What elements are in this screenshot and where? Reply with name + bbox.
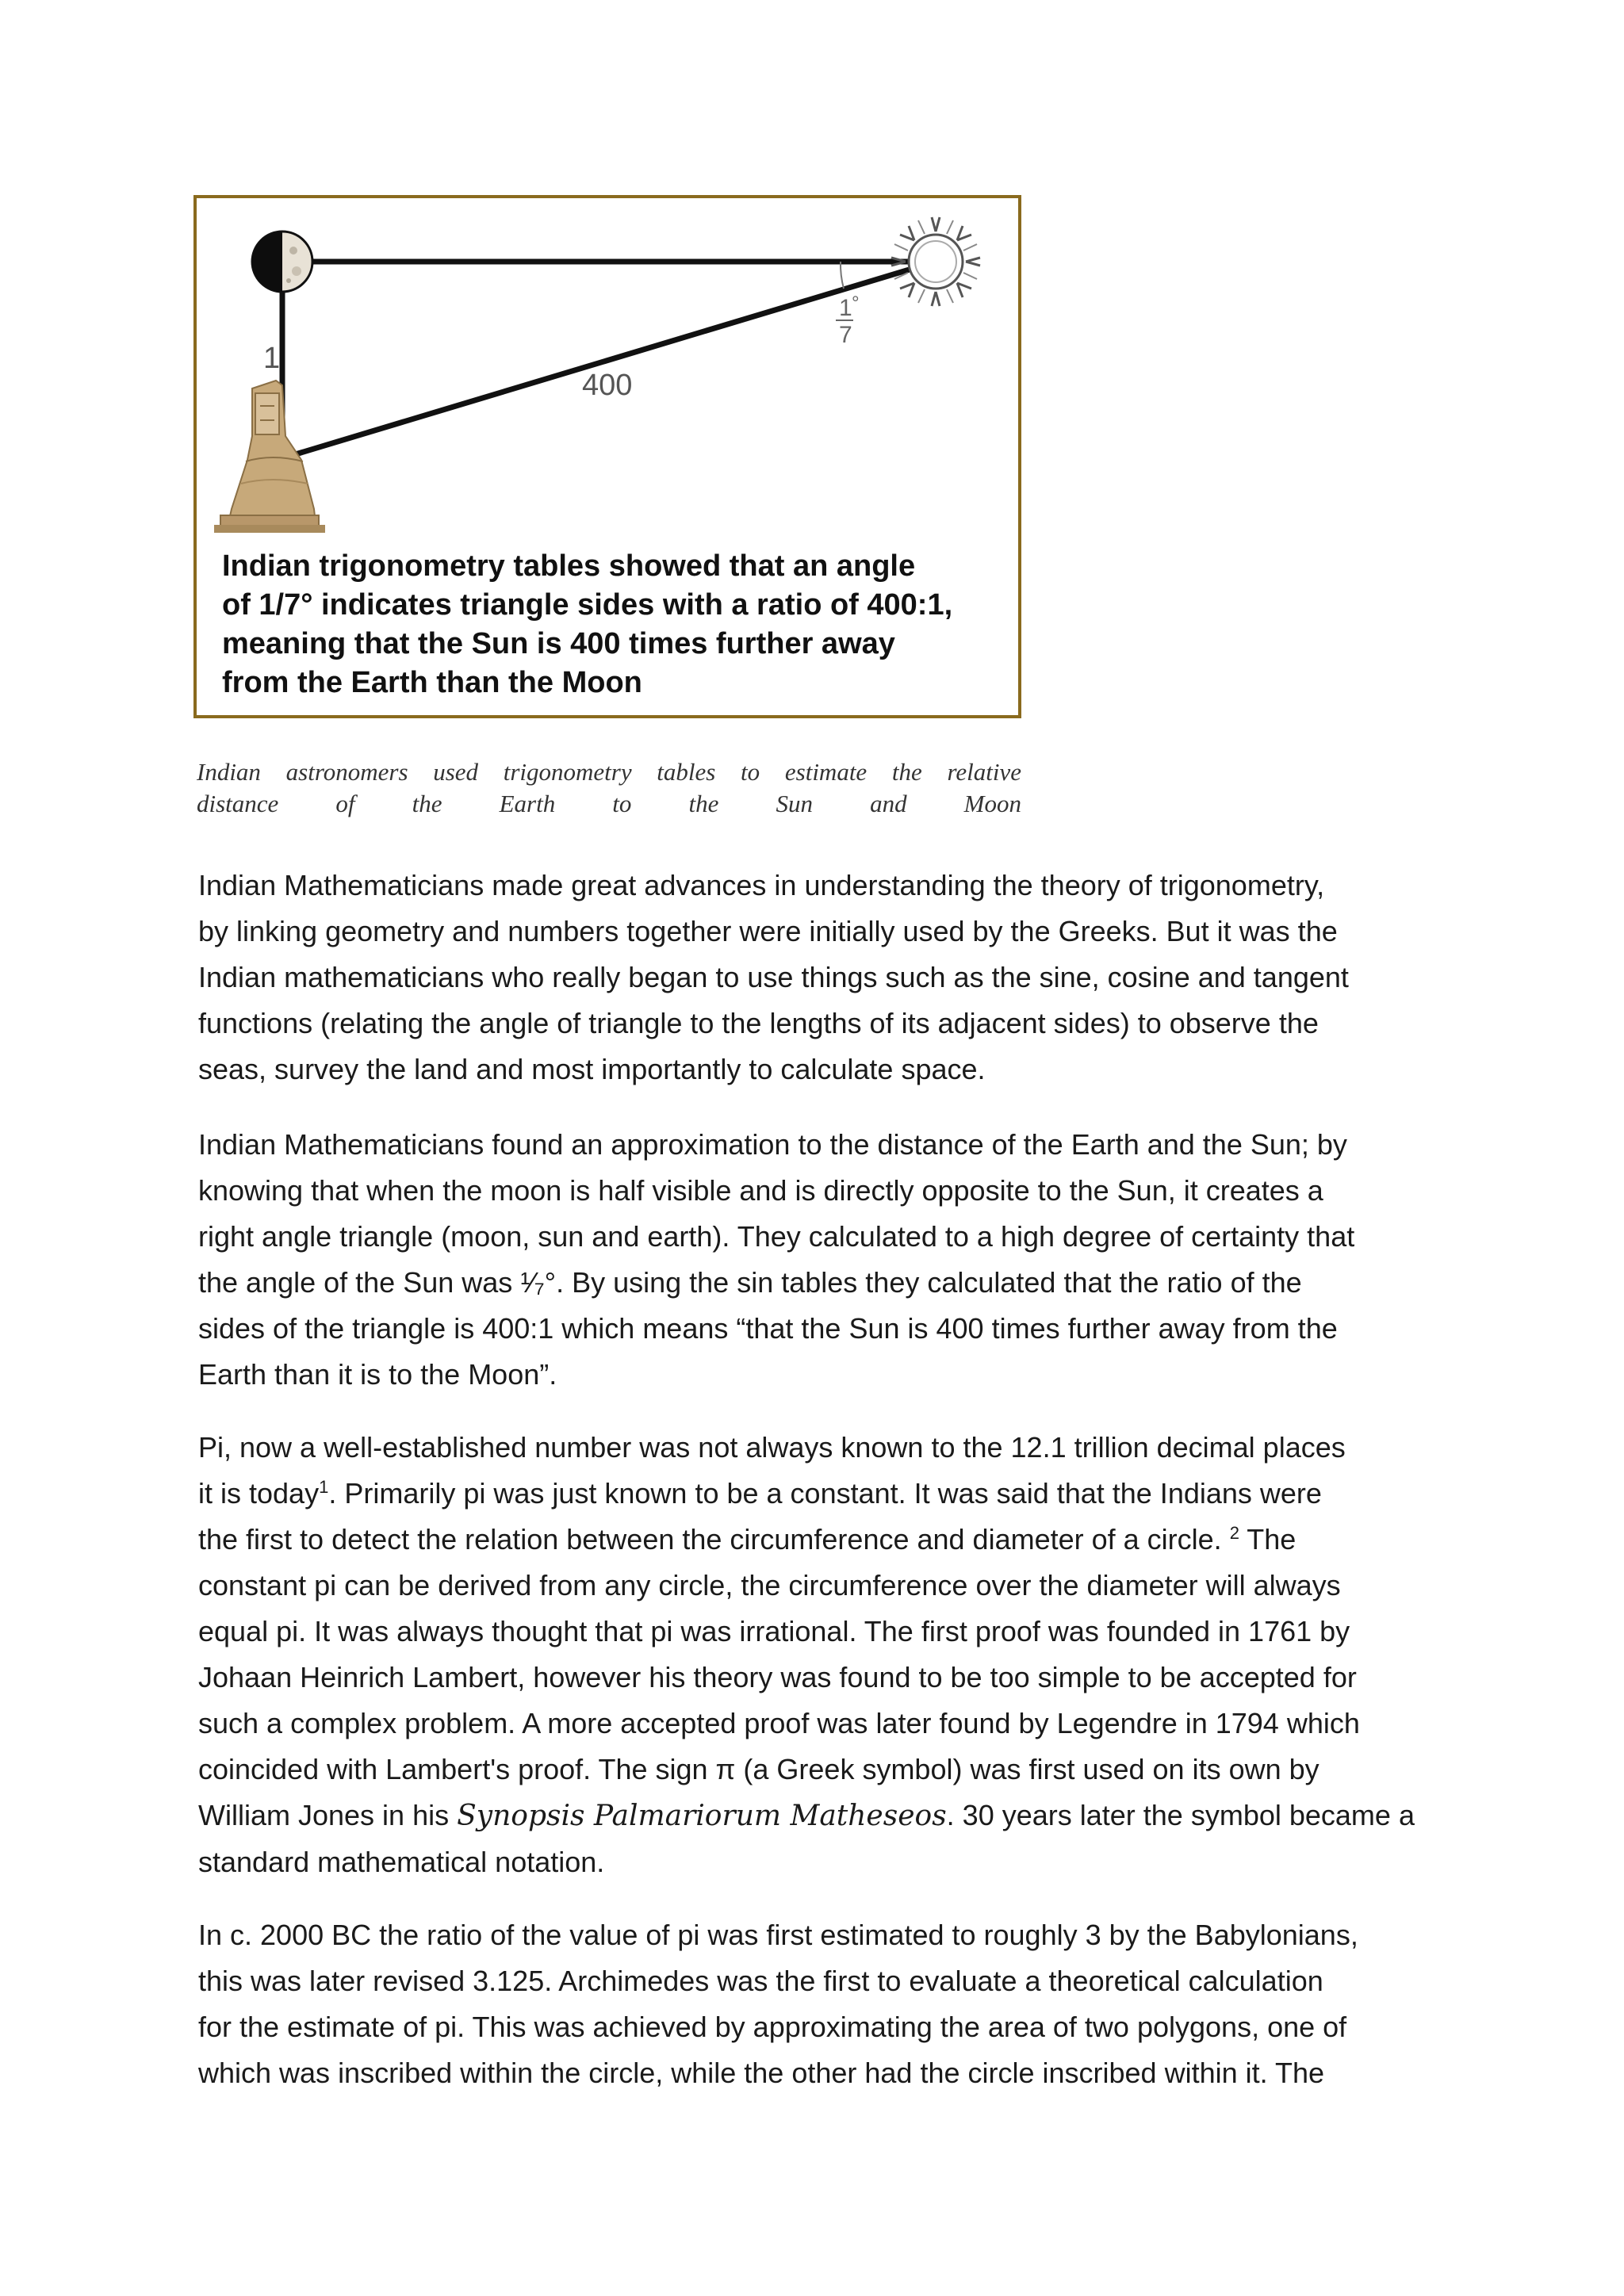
text-line: Indian Mathematicians found an approximation to the distance of the Earth and the Sun; by	[198, 1128, 1347, 1161]
text-line	[198, 1471, 1443, 1517]
text-line: this was later revised 3.125. Archimedes was the first to evaluate a theoretical calculation	[198, 1965, 1323, 1997]
angle-arc	[841, 262, 844, 289]
text-line: equal pi. It was always thought that pi was irrational. The first proof was founded in 1761 by	[198, 1615, 1350, 1647]
text-segment: William Jones in his	[198, 1799, 458, 1831]
side-label: 1	[263, 342, 281, 375]
caption-line-2: distance of the Earth to the Sun and Moon	[197, 790, 1021, 817]
text-line: Indian mathematicians who really began to use things such as the sine, cosine and tangent	[198, 961, 1349, 993]
figure-text-line: meaning that the Sun is 400 times further away	[222, 627, 895, 660]
angle-numerator: 1	[839, 295, 852, 321]
text-line: In c. 2000 BC the ratio of the value of pi was first estimated to roughly 3 by the Babylonians,	[198, 1919, 1358, 1951]
earth-sun-line	[282, 262, 936, 458]
text-segment: . Primarily pi was just known to be a constant. It was said that the Indians were	[328, 1477, 1322, 1510]
paragraph-earth-sun-distance	[198, 1122, 1443, 1398]
figure-explanation	[222, 547, 983, 702]
figure-text-line: of 1/7° indicates triangle sides with a ratio of 400:1,	[222, 588, 953, 622]
text-line: constant pi can be derived from any circle, the circumference over the diameter will always	[198, 1569, 1341, 1601]
text-line: Indian Mathematicians made great advances in understanding the theory of trigonometry,	[198, 869, 1325, 901]
book-title: Synopsis Palmariorum Matheseos	[457, 1800, 947, 1832]
moon-icon	[252, 232, 312, 292]
sun-icon	[891, 217, 980, 306]
paragraph-trigonometry	[198, 863, 1443, 1093]
text-segment: the first to detect the relation between the circumference and diameter of a circle.	[198, 1523, 1230, 1556]
text-line: Earth than it is to the Moon”.	[198, 1358, 557, 1391]
text-line: by linking geometry and numbers together were initially used by the Greeks. But it was the	[198, 915, 1338, 947]
text-line: coincided with Lambert's proof. The sign π (a Greek symbol) was first used on its own by	[198, 1753, 1320, 1785]
caption-line-1: Indian astronomers used trigonometry tables to estimate the relative	[197, 758, 1021, 786]
figure-frame	[193, 195, 1021, 718]
angle-fraction: ¹⁄₇°	[520, 1266, 557, 1299]
figure-caption	[197, 756, 1021, 820]
text-line	[198, 1793, 1443, 1839]
figure-text-line: from the Earth than the Moon	[222, 666, 642, 699]
text-line: functions (relating the angle of triangle to the lengths of its adjacent sides) to observe the	[198, 1007, 1319, 1039]
text-line	[198, 1260, 1443, 1306]
text-segment: . By using the sin tables they calculated that the ratio of the	[556, 1266, 1302, 1299]
paragraph-pi-estimation	[198, 1912, 1443, 2096]
angle-denominator: 7	[839, 322, 852, 348]
text-line: Johaan Heinrich Lambert, however his theory was found to be too simple to be accepted for	[198, 1661, 1357, 1693]
text-line	[198, 1517, 1443, 1563]
text-line: which was inscribed within the circle, while the other had the circle inscribed within it. The	[198, 2057, 1324, 2089]
footnote-ref-1: 1	[319, 1477, 329, 1497]
text-segment: the angle of the Sun was	[198, 1266, 521, 1299]
text-line: Pi, now a well-established number was not always known to the 12.1 trillion decimal places	[198, 1431, 1346, 1464]
text-line: standard mathematical notation.	[198, 1846, 605, 1878]
paragraph-pi-history	[198, 1425, 1443, 1885]
text-segment: it is today	[198, 1477, 320, 1510]
text-line: for the estimate of pi. This was achieved by approximating the area of two polygons, one of	[198, 2011, 1347, 2043]
text-line: seas, survey the land and most importantly to calculate space.	[198, 1053, 986, 1085]
text-segment: . 30 years later the symbol became a	[946, 1799, 1415, 1831]
text-line: knowing that when the moon is half visible and is directly opposite to the Sun, it creates a	[198, 1174, 1323, 1207]
observatory-tower-icon	[214, 381, 325, 533]
text-segment: The	[1239, 1523, 1297, 1556]
text-line: such a complex problem. A more accepted proof was later found by Legendre in 1794 which	[198, 1707, 1360, 1739]
text-line: sides of the triangle is 400:1 which means “that the Sun is 400 times further away from the	[198, 1312, 1338, 1345]
figure-text-line: Indian trigonometry tables showed that an angle	[222, 549, 916, 583]
text-line: right angle triangle (moon, sun and earth). They calculated to a high degree of certainty that	[198, 1220, 1355, 1253]
hypotenuse-label: 400	[582, 369, 633, 402]
footnote-ref-2: 2	[1229, 1523, 1239, 1543]
angle-degree: °	[852, 293, 860, 314]
